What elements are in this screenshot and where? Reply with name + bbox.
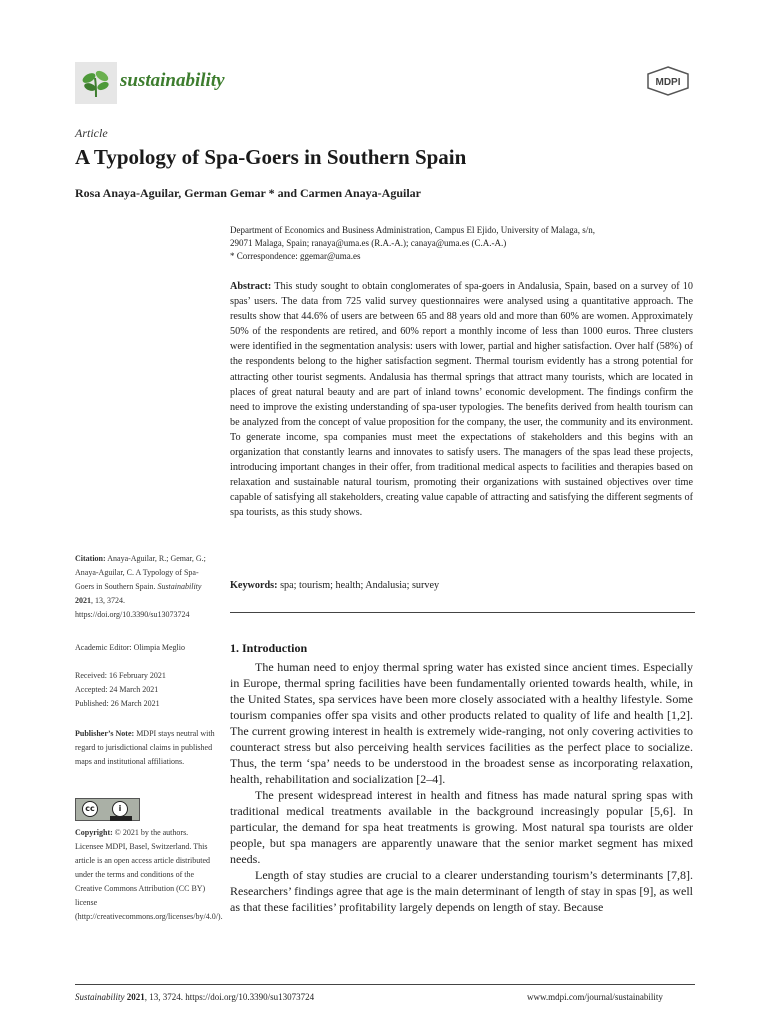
citation-text: Anaya-Aguilar, R.; Gemar, G.; Anaya-Aguilar, C. A Typology of Spa-Goers in Southern Spain.: [75, 554, 206, 591]
abstract-text: This study sought to obtain conglomerates of spa-goers in Andalusia, Spain, based on a survey of 10 spas’ users. The data from 725 valid survey questionnaires were analysed using a quantitative approach. The results show that 44.6% of users are between 65 and 88 years old and more than 60% are women. Approximately 50% of the respondents are retired, and 60% report a monthly income of less than 1000 euros. Three clusters were identified in the segmentation analysis: users with lower, partial and higher satisfaction. Over half (58%) of the respondents belong to the higher satisfaction segment. Thermal tourism evidently has a strong potential for attracting other tourist segments. Andalusia has thermal springs that attract many tourists, which are located in places of great natural beauty and are part of inland towns’ economic development. The findings confirm the need to improve the existing understanding of spa-user typologies. The benefits derived from health tourism can be analyzed from the concept of value proposition for the company, the user, the community and its environment. To generate income, spa companies must meet the expectations of stakeholders and this begins with an organization that constantly learns and innovates to satisfy users. The managers of the spas lead these projects, introducing important changes in their offer, from traditional medical aspects to facilities and therapies based on relaxation and sustainable natural tourism, promoting their organizations with sustained objectives over time capable of satisfying all stakeholders, creating value capable of attracting and satisfying the different segments of spa tourists, as this study shows.: [230, 281, 693, 519]
footer-journal: Sustainability: [75, 992, 125, 1002]
paragraph: The present widespread interest in health and fitness has made natural spring spas with traditional medical treatments available in the background increasingly popular [5,6]. In particular, the demand for spa heat treatments is growing. Most natural spa tourists are older people, but spa managers are apparently unaware that the senior market segment has mixed needs.: [230, 788, 693, 866]
person-icon: i: [112, 801, 128, 817]
received-date: Received: 16 February 2021: [75, 671, 166, 680]
copyright-text: © 2021 by the authors. Licensee MDPI, Basel, Switzerland. This article is an open access article distributed under the terms and conditions of the Creative Commons Attribution (CC BY) license (http://creativecommons.org/licenses/by/4.0/).: [75, 828, 223, 921]
paragraph: Length of stay studies are crucial to a clearer understanding tourism’s determinants [7,8]. Researchers’ findings agree that age is the main determinant of length of stay in spas [9], as well as that these facilities’ profitability largely depends on length of stay. Because: [230, 868, 693, 914]
abstract: [230, 279, 693, 521]
publisher-note: [75, 727, 215, 769]
footer-year: 2021: [126, 992, 145, 1002]
paragraph: The human need to enjoy thermal spring water has existed since ancient times. Especially in Europe, thermal spring facilities have been fundamentally oriented towards health, while, in the United States, spa services have been more closely associated with a healthy lifestyle. Some tourism companies offer spa visits and other products related to quality of life and health [1,2]. The current growing interest in health is extremely wide-ranging, not only covering activities to counteract stress but also perceiving health services facilities as the perfect place to socialize. Thus, the term ‘spa’ needs to be understood in the broadest sense as incorporating relaxation, health, rehabilitation and socialization [2–4].: [230, 660, 693, 786]
section-body: [230, 659, 693, 915]
dates: [75, 669, 215, 711]
academic-editor: Academic Editor: Olimpia Meglio: [75, 643, 185, 652]
citation: [75, 552, 215, 622]
copyright-label: Copyright:: [75, 828, 113, 837]
footer-divider: [75, 984, 695, 985]
accepted-date: Accepted: 24 March 2021: [75, 685, 159, 694]
affiliation-line: 29071 Malaga, Spain; ranaya@uma.es (R.A.-A.); canaya@uma.es (C.A.-A.): [230, 238, 507, 248]
publisher-note-label: Publisher’s Note:: [75, 729, 135, 738]
affiliation: [230, 224, 695, 263]
footer-journal-url[interactable]: www.mdpi.com/journal/sustainability: [527, 992, 663, 1002]
citation-doi[interactable]: , 13, 3724. https://doi.org/10.3390/su13073724: [75, 596, 190, 619]
publisher-name: MDPI: [655, 77, 681, 88]
journal-logo: [75, 62, 117, 104]
footer-doi[interactable]: , 13, 3724. https://doi.org/10.3390/su13073724: [144, 992, 315, 1002]
footer-citation: [75, 992, 314, 1002]
keywords: [230, 580, 439, 591]
copyright: [75, 826, 223, 924]
cc-by-license-badge[interactable]: [75, 798, 140, 821]
publisher-note-text: MDPI stays neutral with regard to jurisdictional claims in published maps and institutional affiliations.: [75, 729, 215, 766]
citation-journal: Sustainability: [157, 582, 202, 591]
article-type: Article: [75, 126, 108, 140]
keywords-label: Keywords:: [230, 580, 278, 591]
published-date: Published: 26 March 2021: [75, 699, 160, 708]
page-title: A Typology of Spa-Goers in Southern Spain: [75, 145, 467, 169]
section-divider: [230, 612, 695, 613]
section-heading: 1. Introduction: [230, 641, 308, 655]
plant-icon: [75, 62, 117, 104]
by-label-bar: [110, 816, 132, 821]
authors: Rosa Anaya-Aguilar, German Gemar * and Carmen Anaya-Aguilar: [75, 186, 422, 200]
keywords-text: spa; tourism; health; Andalusia; survey: [280, 580, 440, 591]
cc-icon: cc: [82, 801, 98, 817]
abstract-label: Abstract:: [230, 281, 272, 292]
citation-label: Citation:: [75, 554, 106, 563]
journal-name: sustainability: [120, 70, 225, 91]
correspondence: * Correspondence: ggemar@uma.es: [230, 251, 361, 261]
affiliation-line: Department of Economics and Business Administration, Campus El Ejido, University of Malaga, s/n,: [230, 225, 595, 235]
citation-year: 2021: [75, 596, 91, 605]
mdpi-logo: [646, 66, 690, 96]
